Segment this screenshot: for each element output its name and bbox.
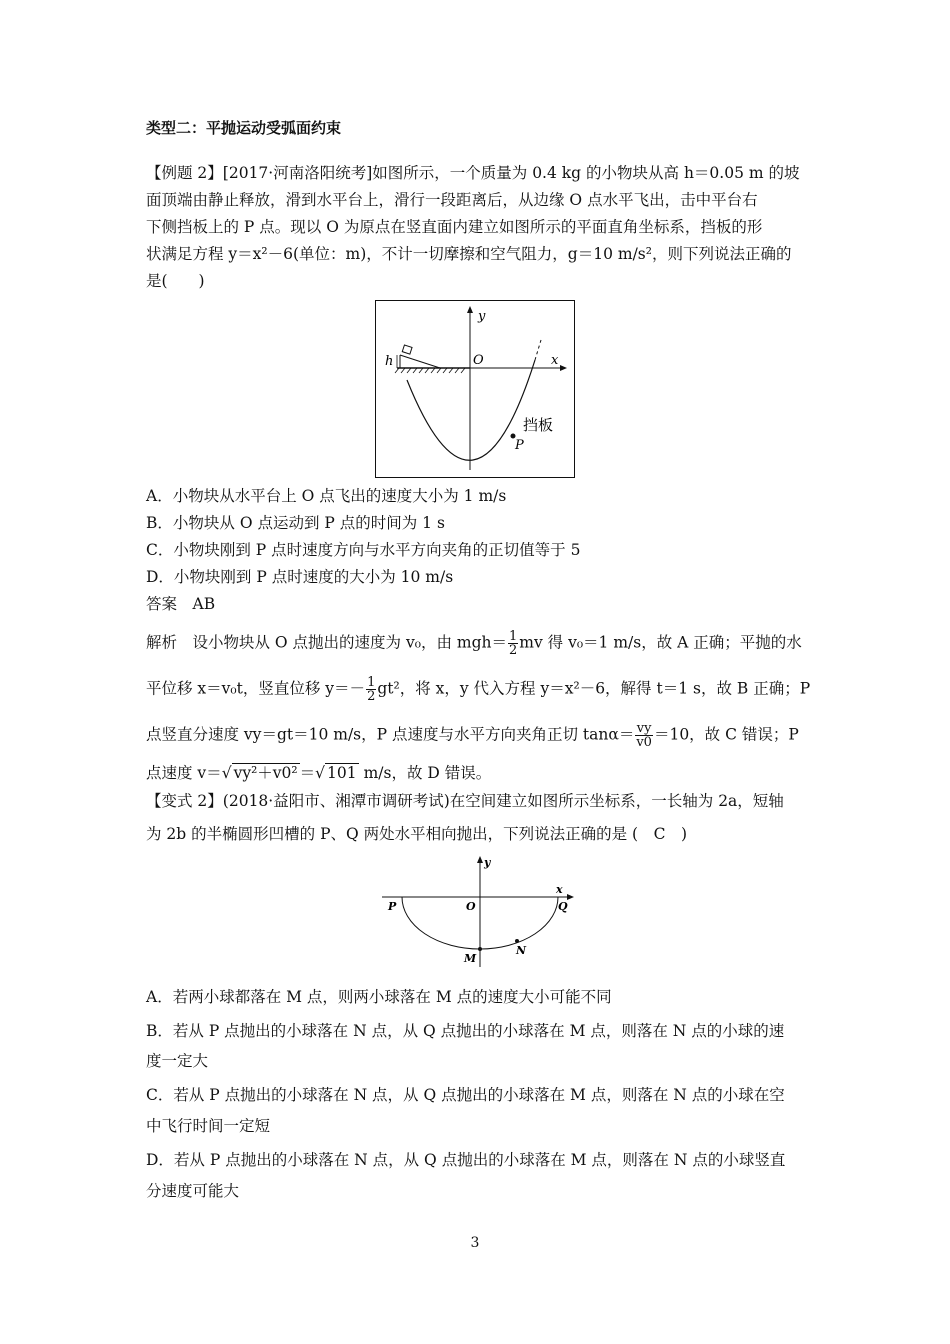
fraction-half [508, 630, 518, 657]
figure-semi-ellipse [380, 852, 580, 972]
option-d: D．小物块刚到 P 点时速度的大小为 10 m/s [146, 568, 454, 586]
answer: 答案 AB [146, 595, 216, 613]
page-number: 3 [470, 1235, 480, 1251]
sqrt-101: 101 [327, 764, 357, 782]
analysis-2a: 平位移 x＝v₀t，竖直位移 y＝－ [146, 679, 366, 698]
variant-text-1: (2018·益阳市、湘潭市调研考试)在空间建立如图所示坐标系，一长轴为 2a，短轴 [222, 792, 784, 810]
variant-line-1 [146, 791, 810, 811]
variant-option-d-2: 分速度可能大 [146, 1182, 240, 1200]
h-label: h [385, 354, 394, 369]
x-axis-2-label: x [556, 883, 563, 896]
variant-option-b-1: B．若从 P 点抛出的小球落在 N 点，从 Q 点抛出的小球落在 M 点，则落在 N 点的小球的速 [146, 1022, 785, 1040]
analysis-line-1 [146, 630, 810, 657]
point-n-label: N [516, 944, 527, 957]
fraction-velocity-num: vy [636, 721, 652, 736]
example-text-1: 如图所示，一个质量为 0.4 kg 的小物块从高 h＝0.05 m 的坡 [372, 164, 800, 182]
variant-option-b-2: 度一定大 [146, 1052, 209, 1070]
point-m [478, 947, 482, 951]
example-line-1 [146, 163, 810, 183]
parabola-dashed [535, 340, 541, 360]
analysis-1b: mv 得 v₀＝1 m/s，故 A 正确；平抛的水 [519, 633, 802, 652]
variant-option-c-2: 中飞行时间一定短 [146, 1117, 271, 1135]
option-c: C．小物块刚到 P 点时速度方向与水平方向夹角的正切值等于 5 [146, 541, 581, 559]
example-line-4: 状满足方程 y＝x²－6(单位：m)，不计一切摩擦和空气阻力，g＝10 m/s²，则下列说法正确的 [146, 245, 792, 263]
board-label: 挡板 [523, 416, 554, 434]
analysis-4c: m/s，故 D 错误。 [358, 764, 492, 782]
analysis-3b: ＝10，故 C 错误；P [653, 725, 799, 744]
origin-label: O [473, 353, 484, 368]
variant-line-2: 为 2b 的半椭圆形凹槽的 P、Q 两处水平相向抛出，下列说法正确的是 ( C ) [146, 825, 688, 843]
analysis-line-2 [146, 676, 810, 703]
analysis-3a: 点竖直分速度 vy＝gt＝10 m/s，P 点速度与水平方向夹角正切 tanα＝ [146, 725, 635, 744]
example-line-2: 面顶端由静止释放，滑到水平台上，滑行一段距离后，从边缘 O 点水平飞出，击中平台右 [146, 191, 758, 209]
example-source: [2017·河南洛阳统考] [222, 164, 373, 182]
block-icon [402, 345, 412, 354]
example-line-5: 是( ) [146, 272, 205, 290]
x-axis-2-arrow-icon [567, 894, 574, 900]
example-line-3: 下侧挡板上的 P 点。现以 O 为原点在竖直面内建立如图所示的平面直角坐标系，挡板的形 [146, 218, 763, 236]
slope [400, 355, 440, 368]
variant-label: 【变式 2】 [146, 792, 223, 810]
point-n [515, 939, 519, 943]
fraction-velocity [635, 722, 653, 749]
sqrt-expression: vy²＋v0² [233, 764, 298, 782]
point-p2-label: P [388, 900, 397, 913]
variant-option-c-1: C．若从 P 点抛出的小球落在 N 点，从 Q 点抛出的小球落在 M 点，则落在 N 点的小球在空 [146, 1086, 785, 1104]
option-b: B．小物块从 O 点运动到 P 点的时间为 1 s [146, 514, 445, 532]
point-p-label: P [515, 438, 524, 453]
y-axis-label: y [478, 309, 486, 324]
analysis-2b: gt²，将 x，y 代入方程 y＝x²－6，解得 t＝1 s，故 B 正确；P [377, 679, 811, 698]
variant-option-a: A．若两小球都落在 M 点，则两小球落在 M 点的速度大小可能不同 [146, 988, 612, 1006]
analysis-4b: ＝ [299, 764, 316, 782]
point-m-label: M [464, 952, 477, 965]
fraction-velocity-den: v0 [636, 735, 652, 750]
analysis-4a: 点速度 v＝ [146, 764, 222, 782]
point-q-label: Q [558, 900, 568, 913]
fraction-half-num: 1 [509, 629, 518, 644]
y-axis-2-arrow-icon [477, 856, 483, 863]
variant-option-d-1: D．若从 P 点抛出的小球落在 N 点，从 Q 点抛出的小球落在 M 点，则落在 N 点的小球竖直 [146, 1151, 786, 1169]
analysis-line-4 [146, 763, 810, 783]
figure-parabola-board [375, 300, 575, 480]
option-a: A．小物块从水平台上 O 点飞出的速度大小为 1 m/s [146, 487, 507, 505]
x-axis-arrow-icon [560, 365, 567, 371]
fraction-half-den: 2 [509, 643, 518, 658]
y-axis-2-label: y [484, 856, 491, 869]
origin-2-label: O [466, 900, 476, 913]
example-label: 【例题 2】 [146, 164, 223, 182]
fraction-half-2 [366, 676, 376, 703]
analysis-line-3 [146, 722, 810, 749]
x-axis-label: x [551, 353, 559, 368]
sqrt-sign-icon: √ [221, 764, 232, 782]
fraction-half-2-num: 1 [367, 675, 376, 690]
fraction-half-2-den: 2 [367, 689, 376, 704]
section-title: 类型二：平抛运动受弧面约束 [146, 119, 342, 137]
analysis-1a: 解析 设小物块从 O 点抛出的速度为 v₀，由 mgh＝ [146, 633, 507, 652]
sqrt-sign-icon-2: √ [315, 764, 326, 782]
y-axis-arrow-icon [467, 306, 473, 313]
